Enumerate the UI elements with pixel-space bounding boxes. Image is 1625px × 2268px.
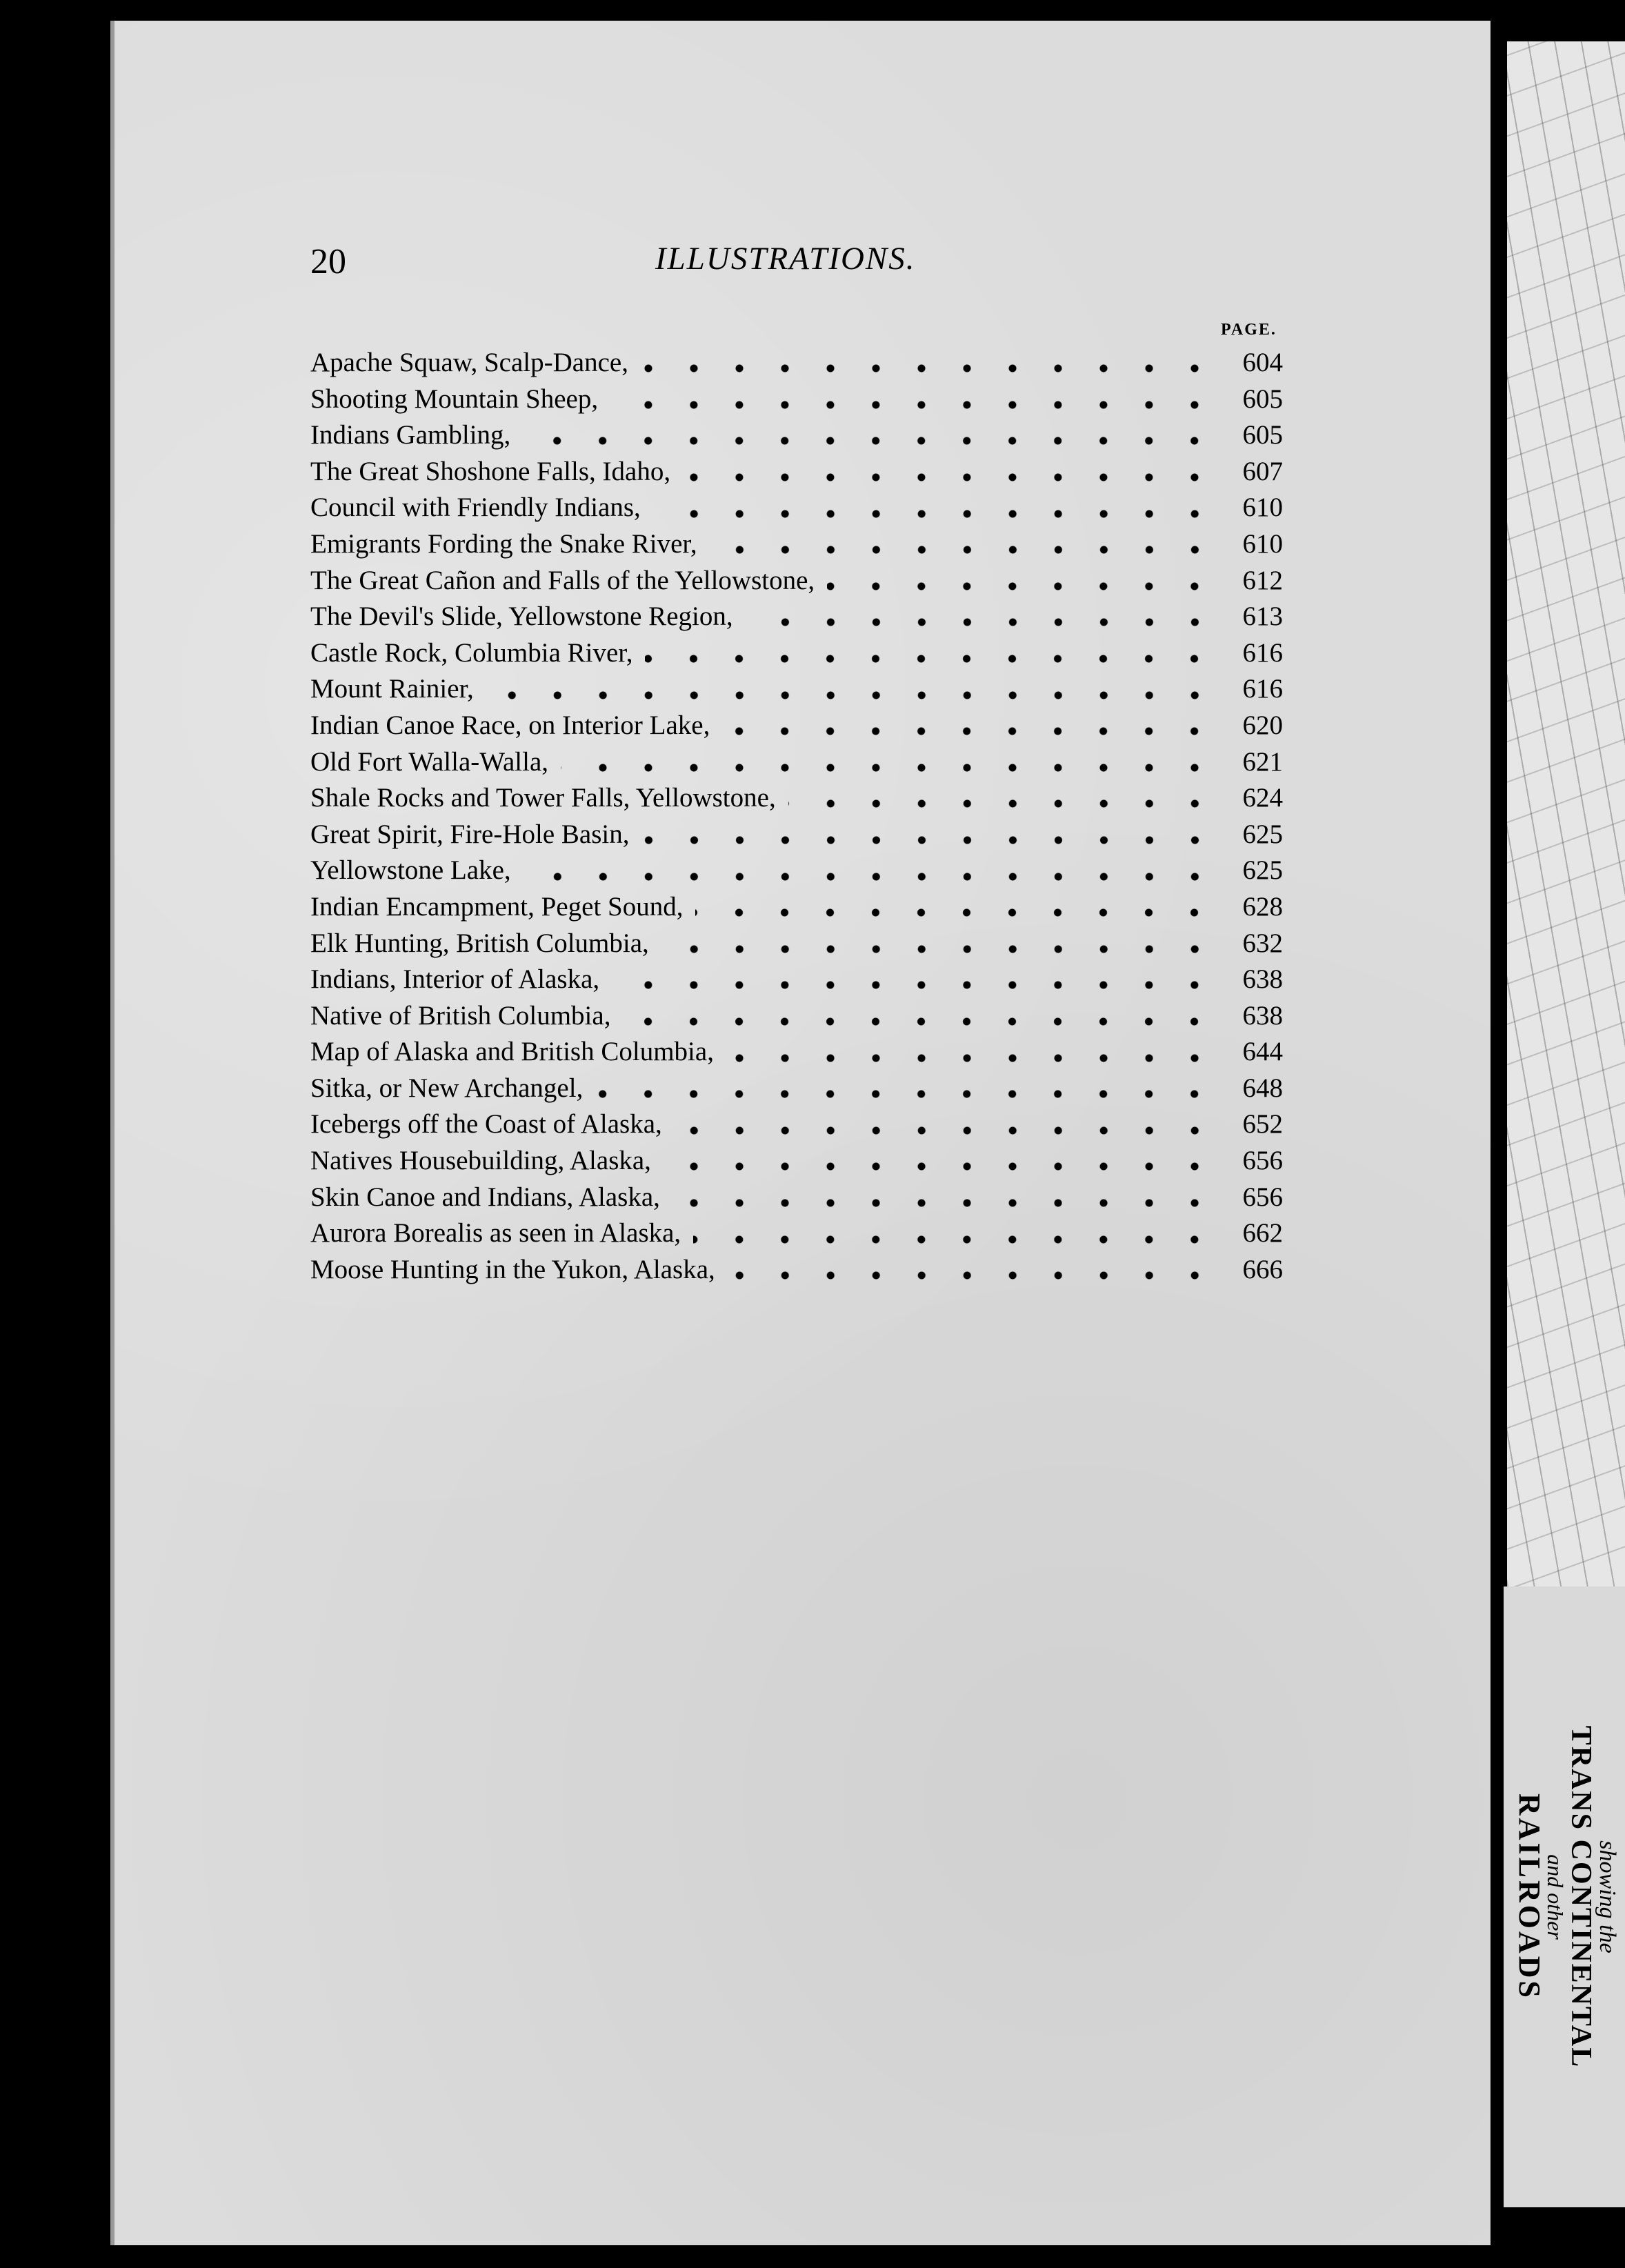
map-foldout-label: [1500, 1586, 1625, 2207]
page-number: 20: [310, 242, 346, 281]
illustration-page-number: 612: [1242, 565, 1283, 595]
illustration-page-number: 620: [1242, 710, 1283, 740]
dot-leader: [695, 908, 1217, 917]
illustration-title: Old Fort Walla-Walla,: [310, 746, 549, 777]
dot-leader: [693, 1235, 1217, 1244]
illustration-title: Apache Squaw, Scalp-Dance,: [310, 348, 628, 377]
illustration-title: Yellowstone Lake,: [310, 855, 511, 886]
illustration-page-number: 624: [1242, 783, 1283, 813]
illustration-entry: [310, 419, 1283, 456]
map-caption-line: showing the: [1594, 1840, 1620, 1953]
illustration-title: Castle Rock, Columbia River,: [310, 637, 633, 668]
illustration-entry: [310, 710, 1283, 746]
illustration-entry: [310, 384, 1283, 420]
map-foldout-caption: [1514, 1726, 1619, 2068]
illustration-title: Natives Housebuilding, Alaska,: [310, 1146, 651, 1176]
illustration-page-number: 652: [1242, 1109, 1283, 1140]
illustration-page-number: 604: [1242, 348, 1283, 377]
illustration-page-number: 638: [1242, 1000, 1283, 1031]
dot-leader: [728, 1271, 1217, 1280]
page-column-header: PAGE.: [1221, 321, 1277, 339]
illustration-title: Aurora Borealis as seen in Alaska,: [310, 1218, 681, 1249]
illustration-entry: [310, 928, 1283, 964]
dot-leader: [524, 873, 1217, 881]
illustration-entry: [310, 1000, 1283, 1037]
illustration-title: Great Spirit, Fire-Hole Basin,: [310, 819, 630, 849]
illustration-title: Indians Gambling,: [310, 420, 511, 450]
illustration-entry: [310, 1217, 1283, 1254]
illustration-page-number: 610: [1242, 528, 1283, 559]
illustration-page-number: 607: [1242, 456, 1283, 486]
illustration-entry: [310, 891, 1283, 928]
illustration-title: Emigrants Fording the Snake River,: [310, 528, 697, 559]
illustration-entry: [310, 456, 1283, 493]
illustration-title: Council with Friendly Indians,: [310, 493, 641, 523]
illustration-page-number: 616: [1242, 674, 1283, 704]
illustration-entry: [310, 1108, 1283, 1145]
illustration-title: The Devil's Slide, Yellowstone Region,: [310, 601, 733, 632]
dot-leader: [710, 546, 1217, 554]
illustration-entry: [310, 1182, 1283, 1218]
illustration-entry: [310, 347, 1283, 384]
map-foldout-edge: [1504, 41, 1625, 1586]
illustration-entry: [310, 601, 1283, 637]
illustration-entry: [310, 673, 1283, 710]
illustration-title: Map of Alaska and British Columbia,: [310, 1037, 714, 1067]
illustration-page-number: 632: [1242, 928, 1283, 958]
illustration-entry: [310, 964, 1283, 1000]
illustration-entry: [310, 746, 1283, 783]
dot-leader: [827, 582, 1217, 590]
illustration-entry: [310, 782, 1283, 819]
illustration-entry: [310, 819, 1283, 855]
illustration-title: Indian Canoe Race, on Interior Lake,: [310, 710, 710, 740]
dot-leader: [653, 510, 1217, 518]
dot-leader: [612, 981, 1217, 989]
dot-leader: [664, 1162, 1217, 1171]
illustration-entry: [310, 637, 1283, 674]
illustration-entry: [310, 1145, 1283, 1182]
illustration-page-number: 625: [1242, 819, 1283, 849]
dot-leader: [788, 799, 1217, 808]
map-caption-line: RAILROADS: [1512, 1793, 1546, 2001]
illustration-page-number: 656: [1242, 1146, 1283, 1176]
illustration-page-number: 644: [1242, 1037, 1283, 1067]
illustration-title: The Great Shoshone Falls, Idaho,: [310, 456, 671, 486]
illustration-title: Shooting Mountain Sheep,: [310, 384, 599, 414]
illustration-title: Icebergs off the Coast of Alaska,: [310, 1109, 662, 1140]
illustration-entry: [310, 1254, 1283, 1291]
illustration-page-number: 638: [1242, 964, 1283, 995]
dot-leader: [642, 836, 1218, 844]
illustration-title: Shale Rocks and Tower Falls, Yellowstone,: [310, 783, 776, 813]
dot-leader: [746, 618, 1217, 626]
illustration-title: Elk Hunting, British Columbia,: [310, 928, 649, 958]
illustration-page-number: 610: [1242, 493, 1283, 523]
illustration-page-number: 656: [1242, 1182, 1283, 1212]
illustration-entry: [310, 492, 1283, 528]
illustration-page-number: 662: [1242, 1218, 1283, 1249]
dot-leader: [726, 1054, 1217, 1062]
dot-leader: [722, 727, 1217, 735]
illustration-entry: [310, 565, 1283, 601]
illustration-title: The Great Cañon and Falls of the Yellowstone,: [310, 565, 815, 595]
illustration-title: Indian Encampment, Peget Sound,: [310, 891, 684, 922]
map-caption-line: and other: [1542, 1854, 1568, 1940]
illustrations-list: [310, 347, 1283, 1290]
illustration-title: Mount Rainier,: [310, 674, 474, 704]
illustration-page-number: 621: [1242, 746, 1283, 777]
dot-leader: [641, 364, 1217, 372]
illustration-page-number: 605: [1242, 384, 1283, 414]
illustration-page-number: 613: [1242, 601, 1283, 632]
dot-leader: [561, 764, 1217, 772]
dot-leader: [623, 1017, 1217, 1026]
dot-leader: [661, 945, 1217, 953]
dot-leader: [610, 401, 1217, 409]
dot-leader: [523, 437, 1217, 445]
illustration-page-number: 605: [1242, 420, 1283, 450]
illustration-entry: [310, 528, 1283, 565]
illustration-page-number: 628: [1242, 891, 1283, 922]
illustration-entry: [310, 855, 1283, 891]
illustration-page-number: 625: [1242, 855, 1283, 886]
illustration-title: Native of British Columbia,: [310, 1000, 611, 1031]
dot-leader: [672, 1199, 1217, 1207]
dot-leader: [595, 1090, 1217, 1098]
illustration-title: Skin Canoe and Indians, Alaska,: [310, 1182, 660, 1212]
illustration-entry: [310, 1036, 1283, 1073]
illustration-entry: [310, 1073, 1283, 1109]
dot-leader: [645, 655, 1217, 663]
illustration-title: Indians, Interior of Alaska,: [310, 964, 600, 995]
dot-leader: [486, 691, 1217, 699]
illustration-title: Sitka, or New Archangel,: [310, 1073, 584, 1103]
running-head: ILLUSTRATIONS.: [655, 241, 916, 277]
illustration-page-number: 616: [1242, 637, 1283, 668]
illustration-title: Moose Hunting in the Yukon, Alaska,: [310, 1254, 715, 1284]
dot-leader: [675, 1126, 1217, 1135]
illustration-page-number: 648: [1242, 1073, 1283, 1103]
dot-leader: [683, 473, 1217, 481]
map-caption-line: TRANS CONTINENTAL: [1564, 1725, 1597, 2069]
illustration-page-number: 666: [1242, 1254, 1283, 1284]
